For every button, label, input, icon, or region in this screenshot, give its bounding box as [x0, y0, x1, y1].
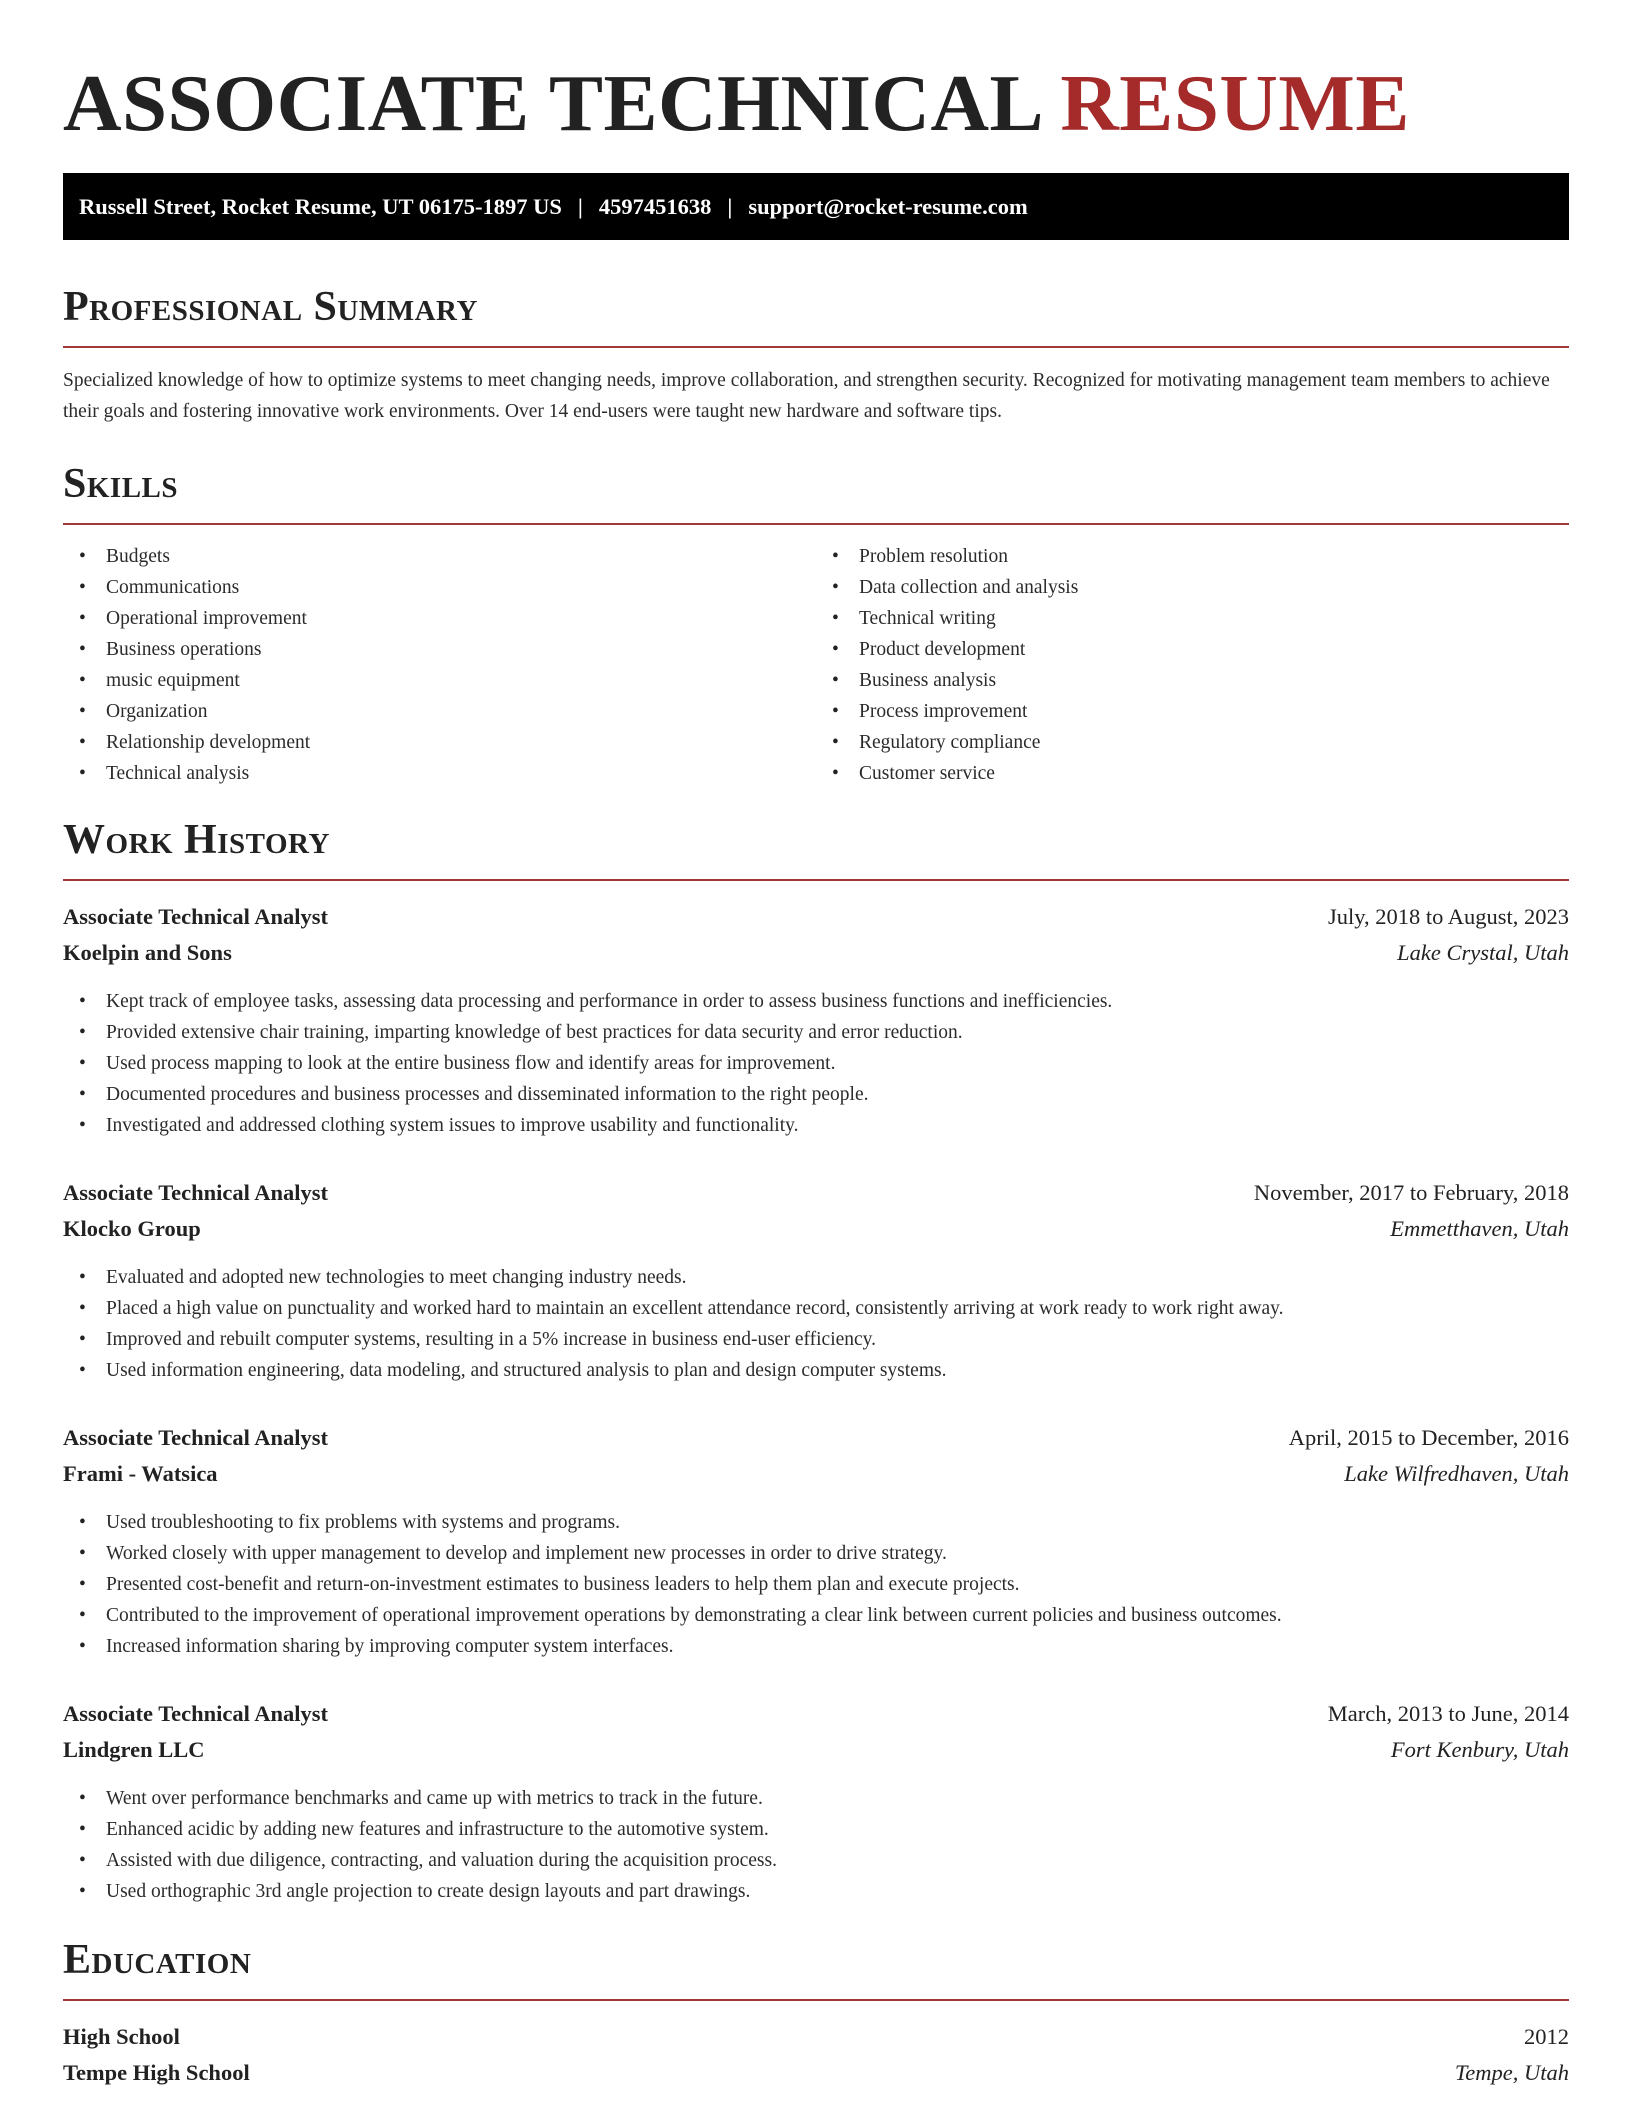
job-header: [63, 1420, 1569, 1456]
job-bullet: • Used troubleshooting to fix problems with systems and programs.: [63, 1507, 1569, 1538]
job-bullet: • Kept track of employee tasks, assessing data processing and performance in order to assess business functions and inefficiencies.: [63, 986, 1569, 1017]
skill-item: • Data collection and analysis: [816, 572, 1569, 603]
skill-item: • music equipment: [63, 665, 816, 696]
job-bullets: [63, 1507, 1569, 1662]
job-list: [63, 899, 1569, 1907]
title-accent: RESUME: [1060, 58, 1410, 148]
skill-item: • Process improvement: [816, 696, 1569, 727]
summary-section: [63, 282, 1569, 427]
skill-item: • Product development: [816, 634, 1569, 665]
work-section: [63, 815, 1569, 1907]
job-dates: July, 2018 to August, 2023: [1327, 904, 1569, 929]
education-school: Tempe High School: [63, 2060, 250, 2085]
job-subheader: [63, 1211, 1569, 1247]
job-title: Associate Technical Analyst: [63, 1701, 329, 1726]
skill-item: • Communications: [63, 572, 816, 603]
skills-list: [63, 541, 1569, 789]
contact-separator: |: [577, 193, 583, 219]
skill-item: • Business operations: [63, 634, 816, 665]
section-heading-summary: Professional Summary: [63, 284, 478, 330]
education-entry: [63, 2019, 1569, 2091]
education-list: [63, 2019, 1569, 2091]
education-section: [63, 1935, 1569, 2091]
section-divider: [63, 879, 1569, 881]
section-heading-work: Work History: [63, 817, 330, 863]
section-divider: [63, 346, 1569, 348]
job-bullet: • Worked closely with upper management to develop and implement new processes in order to drive strategy.: [63, 1538, 1569, 1569]
job-subheader: [63, 935, 1569, 971]
job-dates: March, 2013 to June, 2014: [1327, 1701, 1569, 1726]
skill-item: • Technical analysis: [63, 758, 816, 789]
contact-email: support@rocket-resume.com: [748, 193, 1028, 219]
job-company: Frami - Watsica: [63, 1461, 218, 1486]
skill-item: • Business analysis: [816, 665, 1569, 696]
job-header: [63, 899, 1569, 935]
job-dates: April, 2015 to December, 2016: [1288, 1425, 1569, 1450]
job-bullets: [63, 986, 1569, 1141]
job-header: [63, 1175, 1569, 1211]
contact-bar: [63, 173, 1569, 240]
job-subheader: [63, 1732, 1569, 1768]
contact-phone: 4597451638: [598, 193, 712, 219]
job-bullet: • Placed a high value on punctuality and worked hard to maintain an excellent attendance record, consistently arriving at work ready to work right away.: [63, 1293, 1569, 1324]
title-main: ASSOCIATE TECHNICAL: [63, 58, 1040, 148]
education-header: [63, 2019, 1569, 2055]
job-bullet: • Increased information sharing by improving computer system interfaces.: [63, 1631, 1569, 1662]
job-entry: [63, 1696, 1569, 1907]
education-year: 2012: [1524, 2024, 1569, 2049]
job-bullet: • Enhanced acidic by adding new features and infrastructure to the automotive system.: [63, 1814, 1569, 1845]
job-bullet: • Used process mapping to look at the entire business flow and identify areas for improvement.: [63, 1048, 1569, 1079]
job-location: Lake Wilfredhaven, Utah: [1344, 1461, 1569, 1486]
education-subheader: [63, 2055, 1569, 2091]
skill-item: • Customer service: [816, 758, 1569, 789]
contact-address: Russell Street, Rocket Resume, UT 06175-1897 US: [79, 193, 562, 219]
skill-item: • Operational improvement: [63, 603, 816, 634]
job-bullet: • Evaluated and adopted new technologies to meet changing industry needs.: [63, 1262, 1569, 1293]
job-entry: [63, 1420, 1569, 1662]
job-title: Associate Technical Analyst: [63, 1425, 329, 1450]
job-entry: [63, 1175, 1569, 1386]
job-bullet: • Improved and rebuilt computer systems, resulting in a 5% increase in business end-user efficiency.: [63, 1324, 1569, 1355]
job-company: Koelpin and Sons: [63, 940, 232, 965]
job-location: Fort Kenbury, Utah: [1390, 1737, 1569, 1762]
job-location: Lake Crystal, Utah: [1397, 940, 1569, 965]
job-company: Klocko Group: [63, 1216, 201, 1241]
job-bullet: • Used information engineering, data modeling, and structured analysis to plan and design computer systems.: [63, 1355, 1569, 1386]
job-bullet: • Provided extensive chair training, imparting knowledge of best practices for data security and error reduction.: [63, 1017, 1569, 1048]
skills-column-left: [63, 541, 816, 789]
resume-title: [63, 0, 1569, 151]
skill-item: • Problem resolution: [816, 541, 1569, 572]
education-degree: High School: [63, 2024, 180, 2049]
job-bullet: • Assisted with due diligence, contracting, and valuation during the acquisition process.: [63, 1845, 1569, 1876]
job-header: [63, 1696, 1569, 1732]
job-company: Lindgren LLC: [63, 1737, 205, 1762]
section-heading-education: Education: [63, 1937, 252, 1983]
job-entry: [63, 899, 1569, 1141]
job-title: Associate Technical Analyst: [63, 1180, 329, 1205]
job-bullet: • Presented cost-benefit and return-on-investment estimates to business leaders to help them plan and execute projects.: [63, 1569, 1569, 1600]
skill-item: • Relationship development: [63, 727, 816, 758]
education-location: Tempe, Utah: [1454, 2060, 1569, 2085]
section-divider: [63, 1999, 1569, 2001]
skills-column-right: [816, 541, 1569, 789]
job-bullet: • Documented procedures and business processes and disseminated information to the right people.: [63, 1079, 1569, 1110]
job-location: Emmetthaven, Utah: [1390, 1216, 1569, 1241]
job-subheader: [63, 1456, 1569, 1492]
section-heading-skills: Skills: [63, 461, 179, 507]
job-title: Associate Technical Analyst: [63, 904, 329, 929]
job-bullet: • Used orthographic 3rd angle projection to create design layouts and part drawings.: [63, 1876, 1569, 1907]
job-bullet: • Investigated and addressed clothing system issues to improve usability and functionality.: [63, 1110, 1569, 1141]
job-bullet: • Went over performance benchmarks and came up with metrics to track in the future.: [63, 1783, 1569, 1814]
job-bullets: [63, 1783, 1569, 1907]
skill-item: • Regulatory compliance: [816, 727, 1569, 758]
contact-separator: |: [727, 193, 733, 219]
skills-section: [63, 459, 1569, 789]
skill-item: • Technical writing: [816, 603, 1569, 634]
summary-text: Specialized knowledge of how to optimize systems to meet changing needs, improve collaboration, and strengthen security. Recognized for motivating management team members to achieve their goals and fostering innovative work environments. Over 14 end-users were taught new hardware and software tips.: [63, 370, 1550, 422]
skill-item: • Budgets: [63, 541, 816, 572]
job-dates: November, 2017 to February, 2018: [1253, 1180, 1569, 1205]
job-bullets: [63, 1262, 1569, 1386]
section-divider: [63, 523, 1569, 525]
skill-item: • Organization: [63, 696, 816, 727]
job-bullet: • Contributed to the improvement of operational improvement operations by demonstrating a clear link between current policies and business outcomes.: [63, 1600, 1569, 1631]
